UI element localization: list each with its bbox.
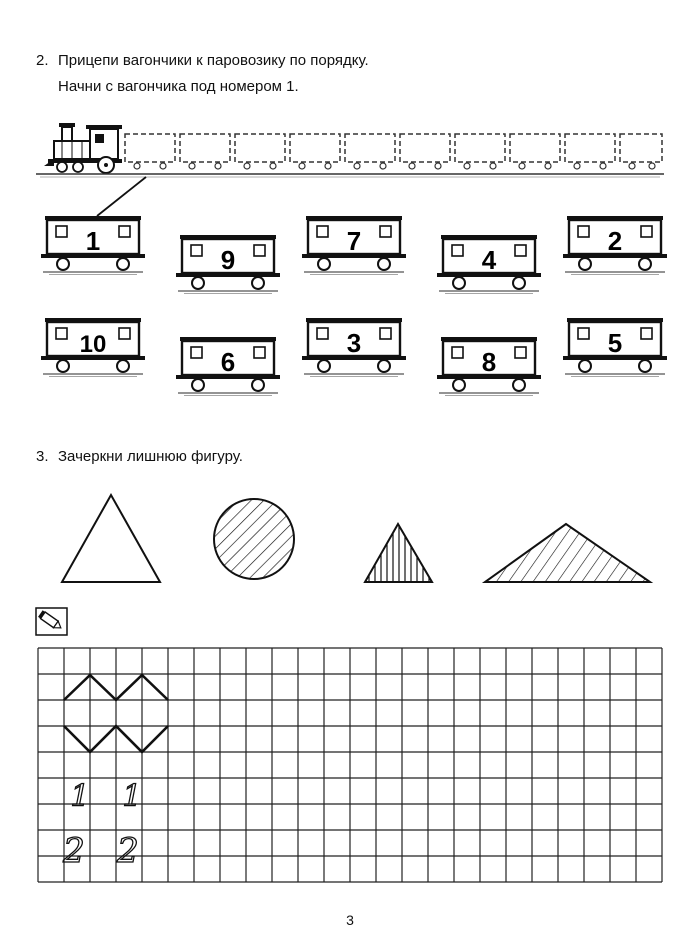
- wagon-number: 8: [481, 347, 497, 377]
- wagon-number: 5: [607, 328, 623, 358]
- wagon-number: 10: [79, 331, 107, 358]
- task-2-line1: Прицепи вагончики к паровозику по порядку.: [58, 52, 369, 69]
- figure-triangle-vertical-hatched[interactable]: [365, 524, 432, 582]
- wagon[interactable]: [302, 216, 406, 275]
- wagon[interactable]: [563, 318, 667, 377]
- wagon-number: 6: [220, 347, 236, 377]
- wagon[interactable]: [176, 235, 280, 294]
- page-number: 3: [346, 912, 354, 928]
- task-number: 3.: [36, 448, 49, 465]
- wagon[interactable]: [437, 337, 541, 396]
- grid-digit: 2: [117, 831, 139, 871]
- wagon[interactable]: [563, 216, 667, 275]
- task-2-line2: Начни с вагончика под номером 1.: [58, 78, 299, 95]
- task-3-text: Зачеркни лишнюю фигуру.: [58, 448, 243, 465]
- locomotive: [44, 123, 122, 173]
- wagon-number: 7: [346, 226, 362, 256]
- grid-digit: 2: [63, 831, 85, 871]
- wagon-slots: [125, 134, 662, 162]
- wagon-number: 1: [85, 226, 101, 256]
- wagon[interactable]: [41, 216, 145, 275]
- grid-digit: 1: [122, 779, 142, 814]
- wagon-number: 9: [220, 245, 236, 275]
- wagon[interactable]: [302, 318, 406, 377]
- figure-circle-hatched[interactable]: [214, 499, 294, 579]
- wagon[interactable]: [41, 318, 145, 377]
- wagon-number: 4: [481, 245, 497, 275]
- pencil-icon: [36, 608, 67, 635]
- task-number: 2.: [36, 52, 49, 69]
- slot-wheels: [134, 163, 655, 169]
- figure-triangle-wide-hatched[interactable]: [485, 524, 650, 582]
- figure-triangle-outline[interactable]: [62, 495, 160, 582]
- connection-line: [97, 177, 146, 216]
- grid-digit: 1: [70, 779, 90, 814]
- wagon[interactable]: [176, 337, 280, 396]
- wagon[interactable]: [437, 235, 541, 294]
- wagon-number: 3: [346, 328, 362, 358]
- wagon-number: 2: [607, 226, 623, 256]
